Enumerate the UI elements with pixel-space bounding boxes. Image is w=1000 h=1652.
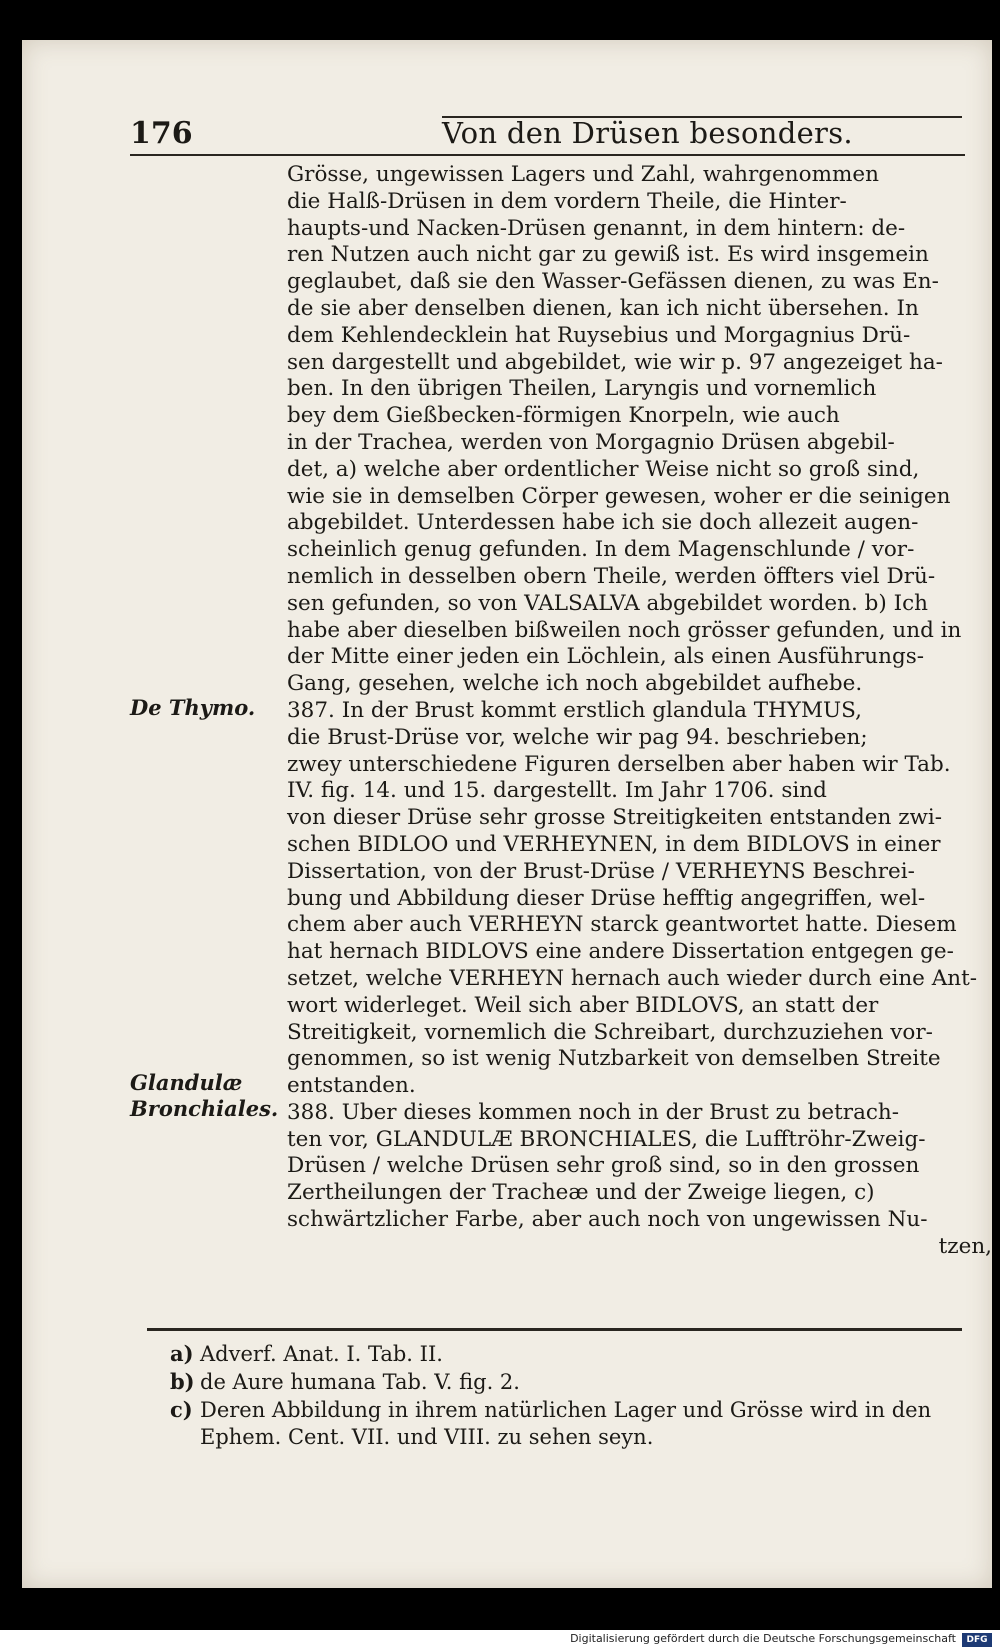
text-line: IV. fig. 14. und 15. dargestellt. Im Jahr 1706. sind: [287, 778, 827, 804]
text-line: sen dargestellt und abgebildet, wie wir p. 97 angezeiget ha-: [287, 349, 943, 375]
text-line: ben. In den übrigen Theilen, Laryngis und vornemlich: [287, 376, 877, 402]
page-number: 176: [130, 116, 193, 151]
header-rule: [130, 154, 965, 156]
text-line: die Halß-Drüsen in dem vordern Theile, die Hinter-: [287, 188, 847, 214]
footnote-mark: b): [170, 1369, 195, 1394]
text-line: abgebildet. Unterdessen habe ich sie doch allezeit augen-: [287, 510, 919, 536]
body-text: [287, 162, 992, 1261]
text-line: die Brust-Drüse vor, welche wir pag 94. beschrieben;: [287, 724, 868, 750]
text-line: schwärtzlicher Farbe, aber auch noch von ungewissen Nu-: [287, 1207, 928, 1233]
text-line: Gang, gesehen, welche ich noch abgebildet aufhebe.: [287, 671, 863, 697]
text-line: ren Nutzen auch nicht gar zu gewiß ist. Es wird insgemein: [287, 242, 929, 268]
text-line: von dieser Drüse sehr grosse Streitigkeiten entstanden zwi-: [287, 805, 943, 831]
text-line: scheinlich genug gefunden. In dem Magenschlunde / vor-: [287, 537, 915, 563]
text-line: de sie aber denselben dienen, kan ich nicht übersehen. In: [287, 295, 919, 321]
text-line: chem aber auch VERHEYN starck geantwortet hatte. Diesem: [287, 912, 957, 938]
text-line: schen BIDLOO und VERHEYNEN, in dem BIDLOVS in einer: [287, 831, 941, 857]
text-line: der Mitte einer jeden ein Löchlein, als einen Ausführungs-: [287, 644, 925, 670]
text-line: wort widerleget. Weil sich aber BIDLOVS, an statt der: [287, 992, 879, 1018]
text-line: Dissertation, von der Brust-Drüse / VERHEYNS Beschrei-: [287, 858, 915, 884]
text-line: entstanden.: [287, 1073, 416, 1099]
text-line: Drüsen / welche Drüsen sehr groß sind, so in den grossen: [287, 1153, 920, 1179]
margin-note-bronchiales-2: Bronchiales.: [130, 1096, 279, 1121]
footnote-text: Deren Abbildung in ihrem natürlichen Lager und Grösse wird in den: [200, 1398, 932, 1422]
footnote-text: Adverf. Anat. I. Tab. II.: [200, 1342, 443, 1366]
text-line: 387. In der Brust kommt erstlich glandula THYMUS,: [287, 697, 862, 723]
text-line: det, a) welche aber ordentlicher Weise nicht so groß sind,: [287, 456, 920, 482]
text-line: genommen, so ist wenig Nutzbarkeit von demselben Streite: [287, 1046, 941, 1072]
text-line: bey dem Gießbecken-förmigen Knorpeln, wie auch: [287, 403, 840, 429]
footnote: [170, 1368, 970, 1396]
footnote: [170, 1340, 970, 1368]
text-line: 388. Uber dieses kommen noch in der Brust zu betrach-: [287, 1099, 900, 1125]
text-line: haupts-und Nacken-Drüsen genannt, in dem hintern: de-: [287, 215, 906, 241]
text-line: zwey unterschiedene Figuren derselben aber haben wir Tab.: [287, 751, 951, 777]
text-line: setzet, welche VERHEYN hernach auch wieder durch eine Ant-: [287, 965, 978, 991]
margin-note-bronchiales-1: Glandulæ: [130, 1070, 243, 1095]
text-line: nemlich in desselben obern Theile, werden öffters viel Drü-: [287, 563, 936, 589]
text-line: dem Kehlendecklein hat Ruysebius und Morgagnius Drü-: [287, 322, 911, 348]
text-line: habe aber dieselben bißweilen noch grösser gefunden, und in: [287, 617, 962, 643]
book-page: [22, 40, 992, 1588]
digitization-credit: Digitalisierung gefördert durch die Deutsche Forschungsgemeinschaft: [570, 1632, 956, 1645]
footnote-mark: a): [170, 1341, 194, 1366]
text-line: in der Trachea, werden von Morgagnio Drüsen abgebil-: [287, 429, 895, 455]
text-line: tzen,: [938, 1233, 992, 1259]
footnote-rule: [147, 1328, 962, 1331]
footnote: [170, 1396, 970, 1424]
footnotes: [170, 1340, 970, 1451]
running-head: Von den Drüsen besonders.: [442, 116, 853, 150]
footnote-continuation: Ephem. Cent. VII. und VIII. zu sehen seyn.: [200, 1425, 654, 1449]
footnote-mark: c): [170, 1397, 193, 1422]
text-line: hat hernach BIDLOVS eine andere Dissertation entgegen ge-: [287, 939, 954, 965]
credit-strip: [0, 1630, 1000, 1652]
text-line: Grösse, ungewissen Lagers und Zahl, wahrgenommen: [287, 162, 879, 187]
dfg-logo: DFG: [962, 1633, 992, 1647]
text-line: ten vor, GLANDULÆ BRONCHIALES, die Lufftröhr-Zweig-: [287, 1126, 926, 1152]
text-line: Zertheilungen der Tracheæ und der Zweige liegen, c): [287, 1180, 875, 1206]
footnote-text: de Aure humana Tab. V. fig. 2.: [200, 1370, 520, 1394]
page-header: [22, 110, 992, 150]
text-line: sen gefunden, so von VALSALVA abgebildet worden. b) Ich: [287, 590, 928, 616]
text-line: Streitigkeit, vornemlich die Schreibart, durchzuziehen vor-: [287, 1019, 933, 1045]
text-line: bung und Abbildung dieser Drüse hefftig angegriffen, wel-: [287, 885, 926, 911]
text-line: geglaubet, daß sie den Wasser-Gefässen dienen, zu was En-: [287, 269, 939, 295]
text-line: wie sie in demselben Cörper gewesen, woher er die seinigen: [287, 483, 951, 509]
margin-note-thymus: De Thymo.: [130, 695, 256, 720]
